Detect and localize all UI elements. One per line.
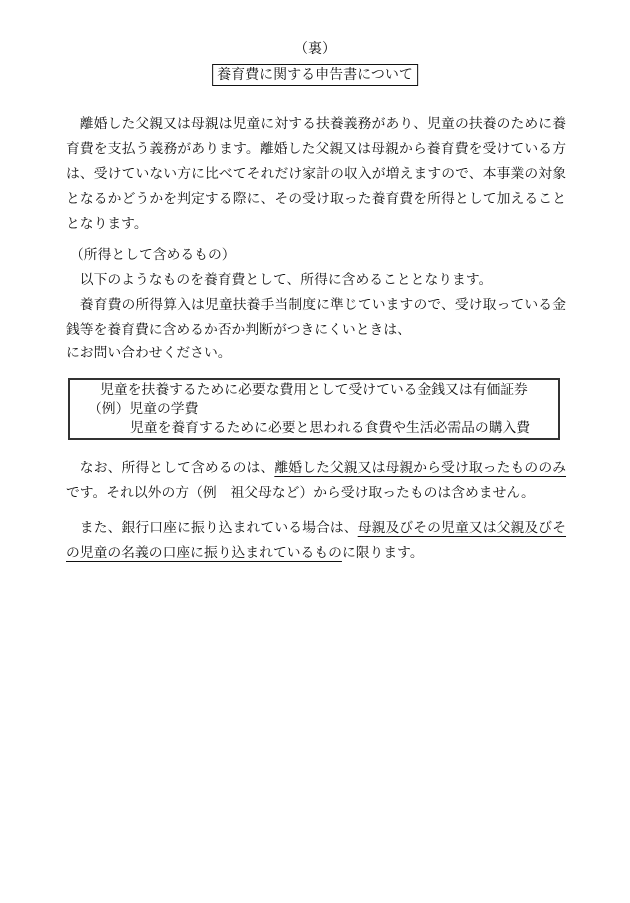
example-box-line-3: 児童を養育するために必要と思われる食費や生活必需品の購入費 [130,420,531,436]
example-box-line-2: （例）児童の学費 [88,401,199,417]
note-2-prefix: また、銀行口座に振り込まれている場合は、 [79,520,358,536]
intro-paragraph: 離婚した父親又は母親は児童に対する扶養義務があり、児童の扶養のために養育費を支払う義務があります。離婚した父親又は母親から養育費を受けている方は、受けていない方に比べてそれだけ家計の収入が増えますので、本事業の対象となるかどうかを判定する際に、その受け取った養育費を所得として加えることとなります。 [66,116,566,232]
page-title: 養育費に関する申告書について [212,64,418,86]
note-2-underlined: 母親及びその児童又は父親及びその児童の名義の口座に振り込まれているもの [66,520,567,561]
page-side-label: （裏） [294,41,336,57]
note-1-underlined: 離婚した父親又は母親から受け取ったもののみ [274,460,567,476]
included-heading: （所得として含めるもの） [70,247,236,263]
included-line-2: 養育費の所得算入は児童扶養手当制度に準じていますので、受け取っている金銭等を養育費に含めるか否か判断がつきにくいときは、 [66,297,566,338]
note-1-suffix: です。それ以外の方（例 祖父母など）から受け取ったものは含めません。 [66,485,535,501]
note-1-prefix: なお、所得として含めるのは、 [79,460,275,476]
note-paragraph-2 [66,516,566,566]
note-2-suffix: に限ります。 [341,545,424,561]
included-line-3: にお問い合わせください。 [66,345,232,361]
note-paragraph-1 [66,456,566,506]
example-box [68,378,560,440]
example-box-line-1: 児童を扶養するために必要な費用として受けている金銭又は有価証券 [100,382,528,398]
included-line-1: 以下のようなものを養育費として、所得に含めることとなります。 [79,272,493,288]
